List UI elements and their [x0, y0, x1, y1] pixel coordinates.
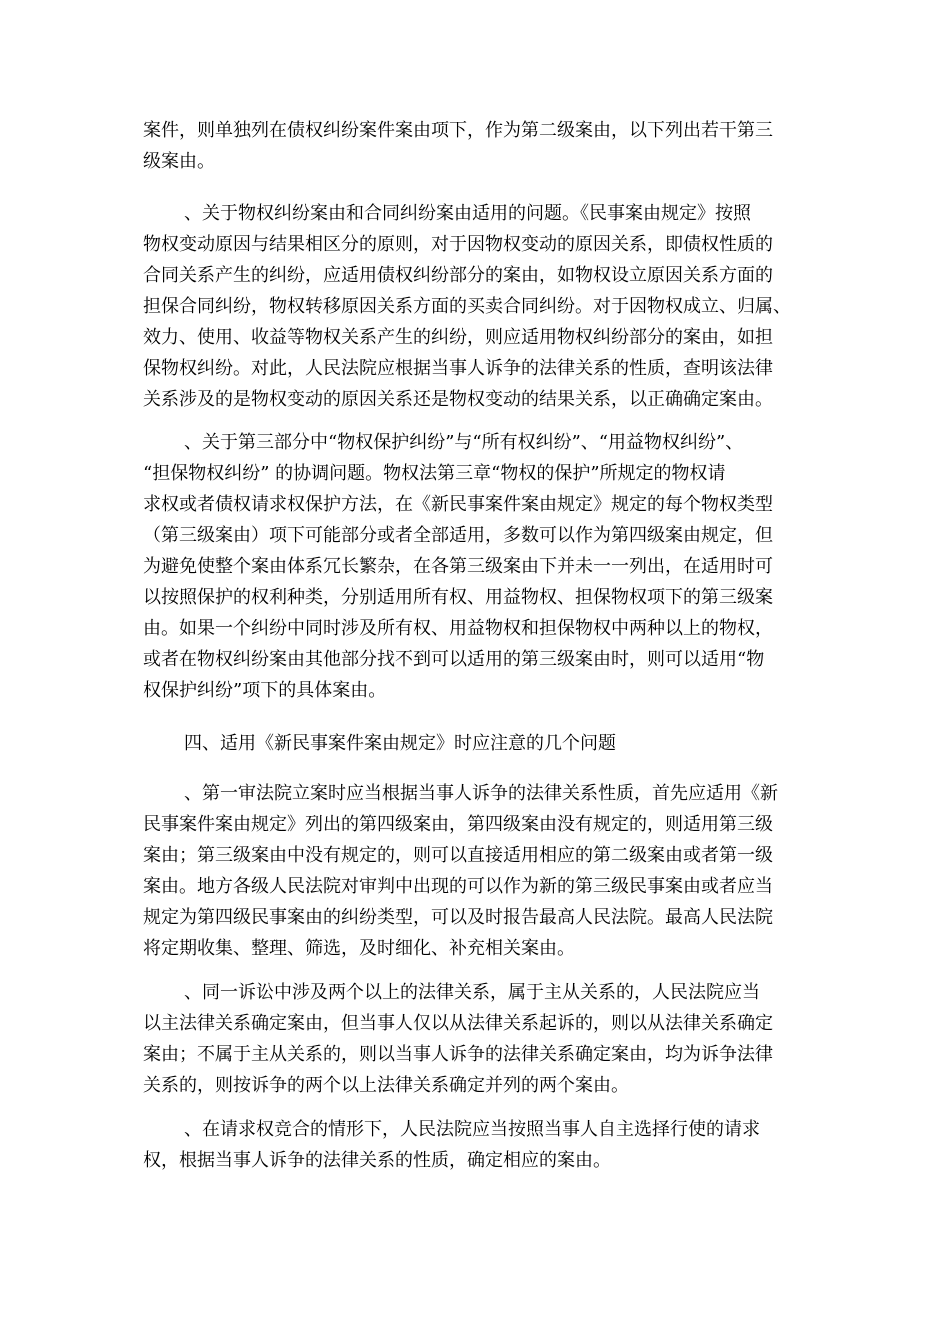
text-line: 求权或者债权请求权保护方法，在《新民事案件案由规定》规定的每个物权类型 [143, 494, 773, 515]
text-line: 、关于第三部分中“物权保护纠纷”与“所有权纠纷”、“用益物权纠纷”、 [184, 432, 744, 453]
text-line: 、关于物权纠纷案由和合同纠纷案由适用的问题。《民事案由规定》按照 [184, 203, 751, 224]
text-line: 权，根据当事人诉争的法律关系的性质，确定相应的案由。 [143, 1150, 611, 1171]
text-line: 将定期收集、整理、筛选，及时细化、补充相关案由。 [143, 938, 575, 959]
paragraph-multiple-relations [143, 977, 809, 1101]
text-line: 规定为第四级民事案由的纠纷类型，可以及时报告最高人民法院。最高人民法院 [143, 907, 773, 928]
text-line: 民事案件案由规定》列出的第四级案由，第四级案由没有规定的，则适用第三级 [143, 814, 773, 835]
text-line: 权保护纠纷”项下的具体案由。 [143, 680, 387, 701]
paragraph-continuation [143, 115, 809, 177]
paragraph-property-vs-contract [143, 198, 809, 415]
text-line: 物权变动原因与结果相区分的原则，对于因物权变动的原因关系，即债权性质的 [143, 234, 773, 255]
text-line: 由。如果一个纠纷中同时涉及所有权、用益物权和担保物权中两种以上的物权， [143, 618, 773, 639]
text-line: 、在请求权竞合的情形下，人民法院应当按照当事人自主选择行使的请求 [184, 1119, 760, 1140]
text-line: 、第一审法院立案时应当根据当事人诉争的法律关系性质，首先应适用《新 [184, 783, 778, 804]
paragraph-first-instance [143, 778, 809, 964]
text-line: “担保物权纠纷” 的协调问题。物权法第三章“物权的保护”所规定的物权请 [143, 463, 726, 484]
text-line: 保物权纠纷。对此，人民法院应根据当事人诉争的法律关系的性质，查明该法律 [143, 358, 773, 379]
text-line: 关系的，则按诉争的两个以上法律关系确定并列的两个案由。 [143, 1075, 629, 1096]
paragraph-property-protection [143, 427, 809, 706]
text-line: 或者在物权纠纷案由其他部分找不到可以适用的第三级案由时，则可以适用“物 [143, 649, 765, 670]
text-line: 为避免使整个案由体系冗长繁杂，在各第三级案由下并未一一列出，在适用时可 [143, 556, 773, 577]
text-line: 合同关系产生的纠纷，应适用债权纠纷部分的案由，如物权设立原因关系方面的 [143, 265, 773, 286]
paragraph-claim-concurrence [143, 1114, 809, 1176]
text-line: 案件，则单独列在债权纠纷案件案由项下，作为第二级案由，以下列出若干第三 [143, 120, 773, 141]
section-heading: 四、适用《新民事案件案由规定》时应注意的几个问题 [184, 733, 616, 754]
text-line: 担保合同纠纷，物权转移原因关系方面的买卖合同纠纷。对于因物权成立、归属、 [143, 296, 791, 317]
text-line: 以按照保护的权利种类，分别适用所有权、用益物权、担保物权项下的第三级案 [143, 587, 773, 608]
text-line: 以主法律关系确定案由，但当事人仅以从法律关系起诉的，则以从法律关系确定 [143, 1013, 773, 1034]
text-line: 关系涉及的是物权变动的原因关系还是物权变动的结果关系，以正确确定案由。 [143, 389, 773, 410]
text-line: 案由；不属于主从关系的，则以当事人诉争的法律关系确定案由，均为诉争法律 [143, 1044, 773, 1065]
text-line: 级案由。 [143, 151, 215, 172]
text-line: （第三级案由）项下可能部分或者全部适用，多数可以作为第四级案由规定，但 [143, 525, 773, 546]
text-line: 案由。地方各级人民法院对审判中出现的可以作为新的第三级民事案由或者应当 [143, 876, 773, 897]
text-line: 效力、使用、收益等物权关系产生的纠纷，则应适用物权纠纷部分的案由，如担 [143, 327, 773, 348]
text-line: 案由；第三级案由中没有规定的，则可以直接适用相应的第二级案由或者第一级 [143, 845, 773, 866]
text-line: 、同一诉讼中涉及两个以上的法律关系，属于主从关系的，人民法院应当 [184, 982, 760, 1003]
